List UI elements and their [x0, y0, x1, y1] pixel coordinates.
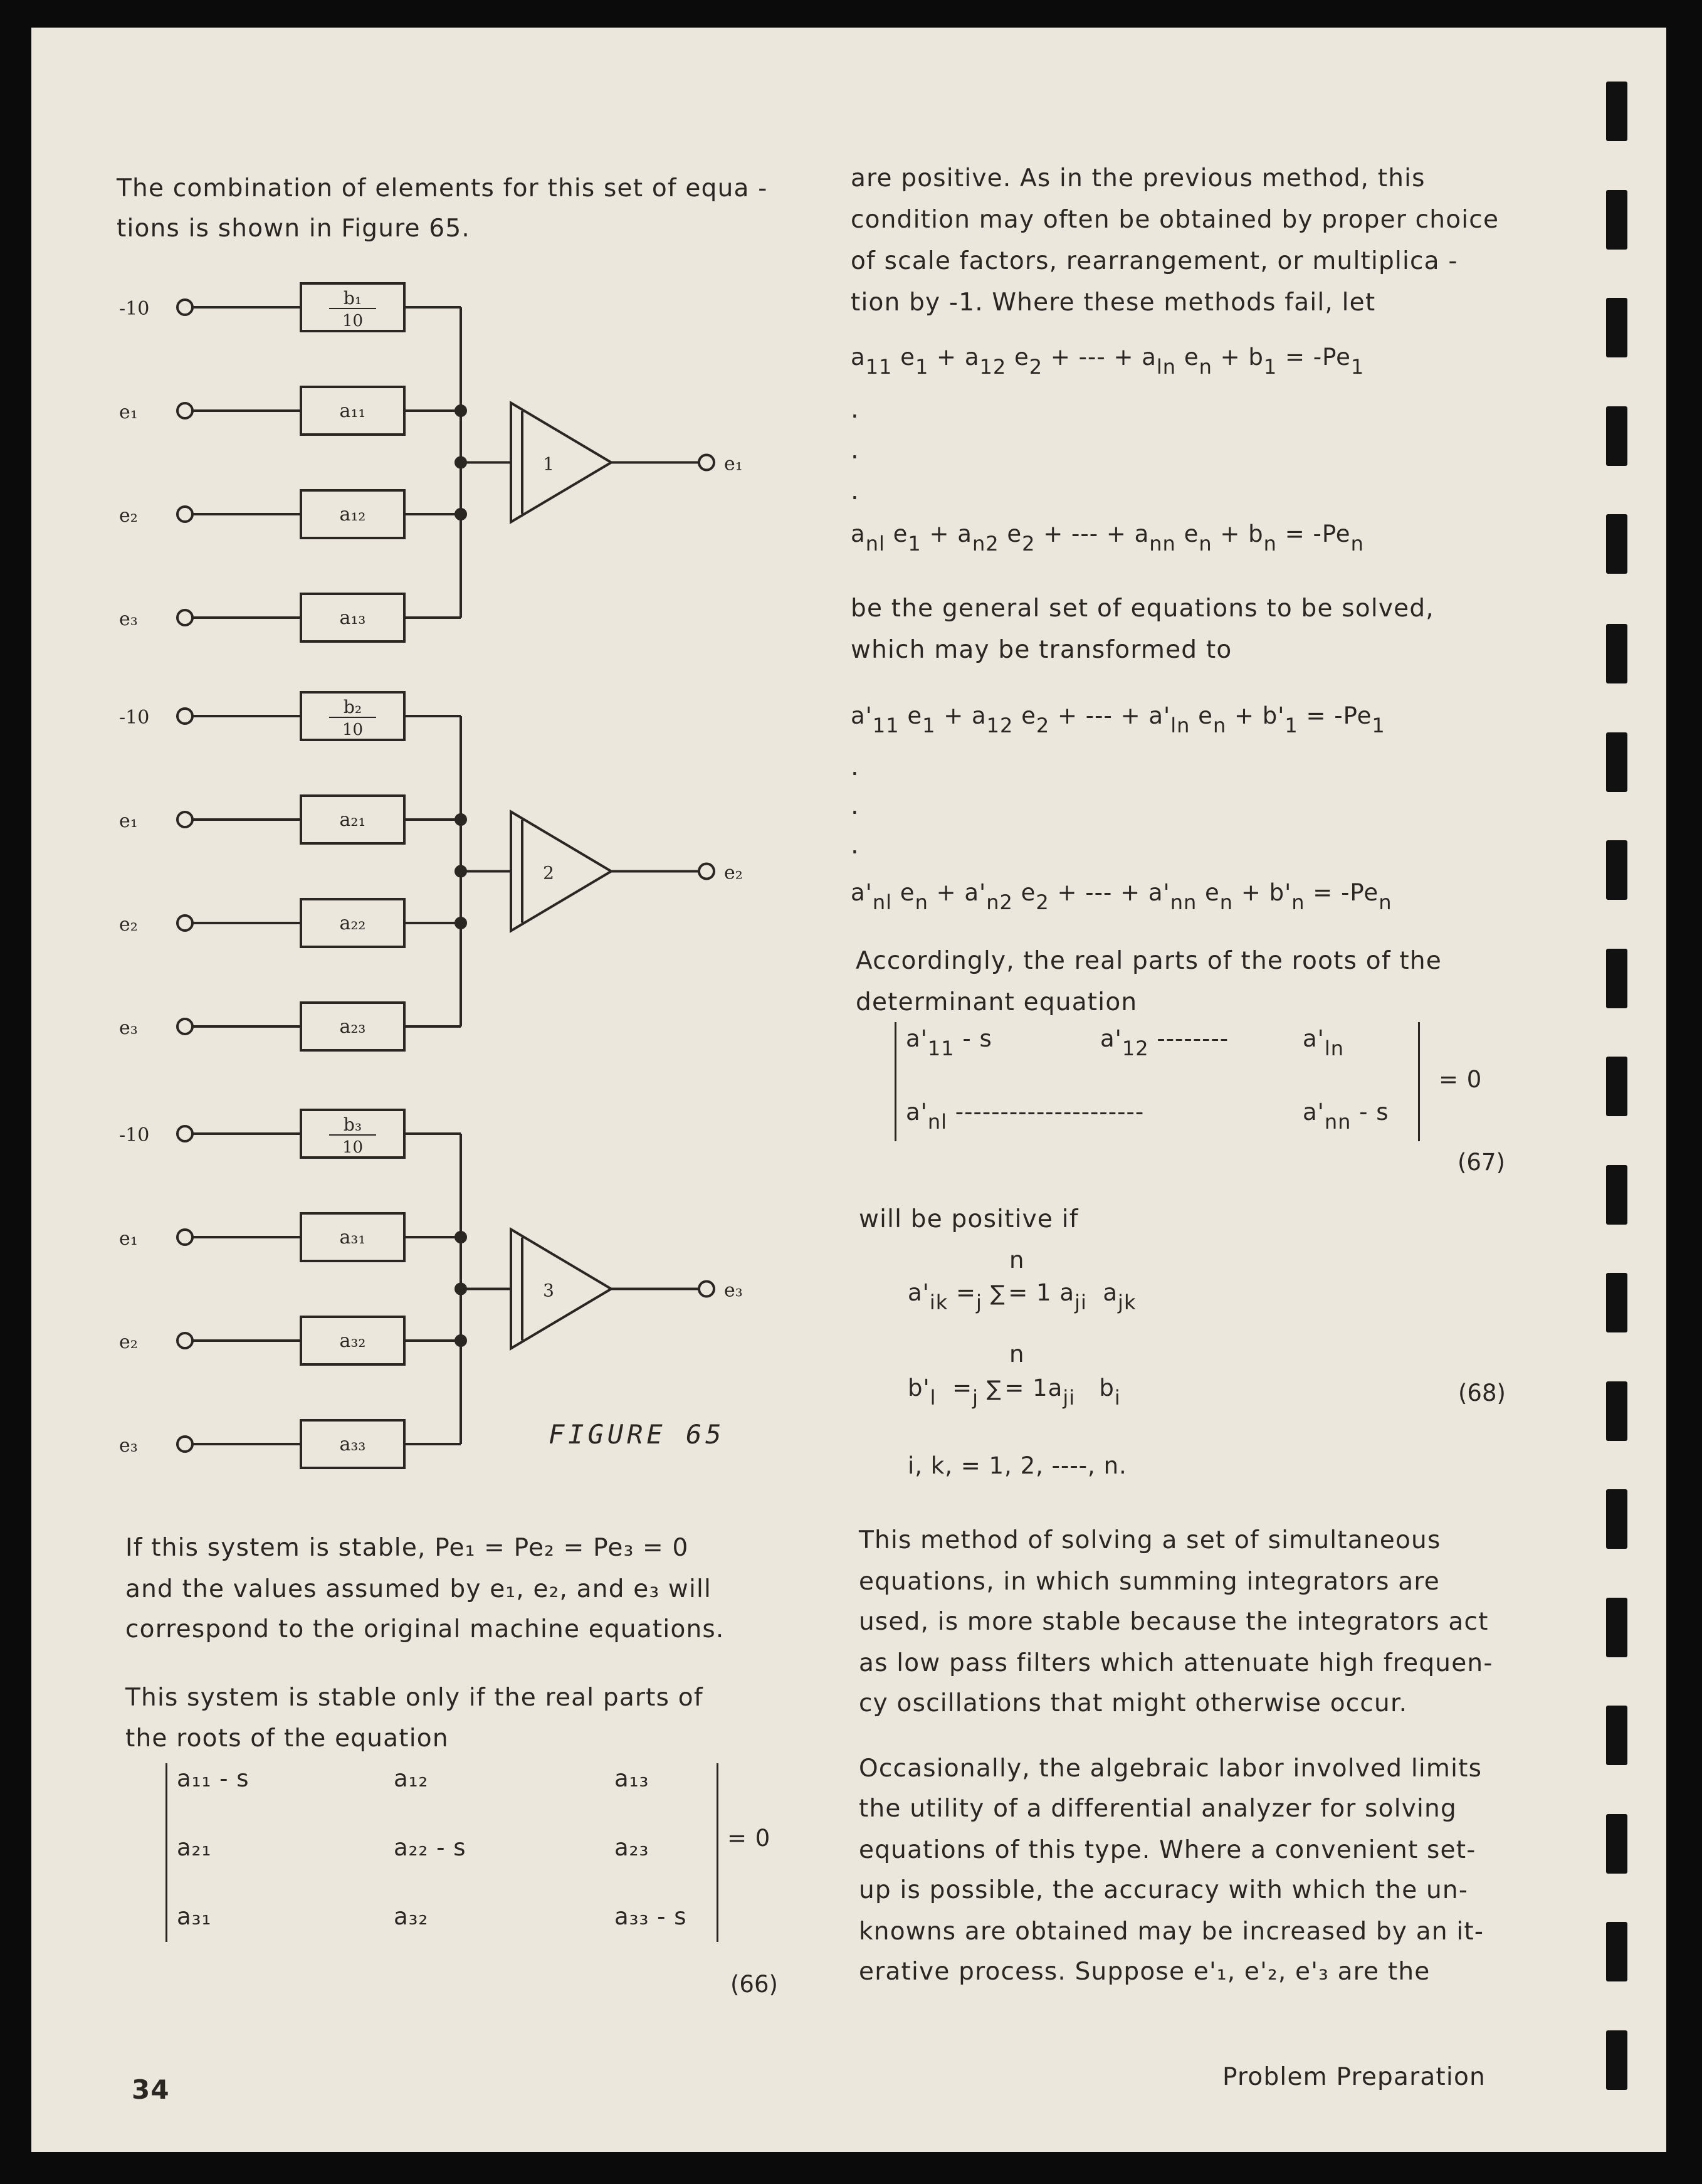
- amplifier-triangle: [511, 403, 611, 522]
- coefficient-label: a₂₂: [339, 912, 366, 934]
- occasionally-line-1: Occasionally, the algebraic labor involved limits: [859, 1754, 1483, 1783]
- ellipsis-dot: .: [851, 791, 859, 820]
- stability-line-2: and the values assumed by e₁, e₂, and e₃ will: [125, 1575, 712, 1603]
- eq68-line1-limit: n: [1009, 1247, 1025, 1274]
- para1-line-2: condition may often be obtained by proper choice: [851, 206, 1500, 234]
- input-label: e₁: [119, 401, 138, 423]
- accordingly-line-1: Accordingly, the real parts of the roots of the: [856, 947, 1442, 975]
- input-label: -10: [119, 707, 150, 729]
- binder-hole: [1606, 1381, 1627, 1441]
- amplifier-triangle: [511, 812, 611, 931]
- binder-hole: [1606, 1706, 1627, 1765]
- det66-left-bar: [165, 1763, 167, 1942]
- figure-65-diagram: [119, 263, 809, 1480]
- junction-dot: [456, 509, 466, 519]
- ellipsis-dot: .: [851, 752, 859, 781]
- input-label: e₃: [119, 608, 138, 630]
- occasionally-line-4: up is possible, the accuracy with which the un-: [859, 1876, 1469, 1904]
- input-label: e₃: [119, 1017, 138, 1039]
- binder-hole: [1606, 514, 1627, 574]
- input-terminal: [177, 1333, 192, 1348]
- junction-dot: [456, 815, 466, 825]
- stable-only-line-1: This system is stable only if the real parts of: [125, 1684, 703, 1712]
- junction-dot: [456, 406, 466, 416]
- ellipsis-dot: .: [851, 831, 859, 860]
- coefficient-label: b₂: [343, 697, 362, 717]
- method-line-1: This method of solving a set of simultaneous: [859, 1526, 1441, 1554]
- para1-line-3: of scale factors, rearrangement, or multiplica -: [851, 247, 1458, 275]
- det66-equals-zero: = 0: [727, 1825, 771, 1852]
- intro-line-1: The combination of elements for this set of equa -: [117, 174, 768, 203]
- junction-dot: [456, 918, 466, 928]
- det67-row1: $a'_{11}$ - s: [906, 1025, 992, 1060]
- amplifier-number: 3: [543, 1280, 554, 1301]
- det67-equals-zero: = 0: [1439, 1066, 1483, 1093]
- input-terminal: [177, 812, 192, 827]
- det66-a31: a₃₁: [177, 1903, 212, 1930]
- coefficient-label: a₂₃: [339, 1016, 366, 1038]
- equation-number-68: (68): [1458, 1380, 1506, 1406]
- input-terminal: [177, 1019, 192, 1034]
- input-label: e₃: [119, 1435, 138, 1457]
- input-terminal: [177, 1126, 192, 1141]
- occasionally-line-2: the utility of a differential analyzer for solving: [859, 1795, 1457, 1823]
- coefficient-label: a₂₁: [339, 809, 366, 831]
- occasionally-line-3: equations of this type. Where a convenient set-: [859, 1836, 1476, 1864]
- amplifier-number: 1: [543, 453, 554, 475]
- occasionally-line-6: erative process. Suppose e'₁, e'₂, e'₃ are the: [859, 1958, 1431, 1986]
- det67-row1-col3: $a'_{ln}$: [1303, 1025, 1345, 1060]
- coefficient-label: a₁₂: [339, 504, 366, 525]
- det66-right-bar: [717, 1763, 718, 1942]
- occasionally-line-5: knowns are obtained may be increased by an it-: [859, 1918, 1484, 1946]
- output-label: e₂: [724, 862, 743, 884]
- binder-hole: [1606, 2030, 1627, 2090]
- input-label: e₂: [119, 914, 138, 936]
- input-terminal: [177, 1437, 192, 1452]
- det66-a21: a₂₁: [177, 1834, 212, 1861]
- binder-hole: [1606, 1598, 1627, 1657]
- accordingly-line-2: determinant equation: [856, 988, 1138, 1016]
- det66-a22: a₂₂ - s: [394, 1834, 466, 1861]
- positive-if: will be positive if: [859, 1205, 1079, 1233]
- binder-hole: [1606, 732, 1627, 792]
- input-terminal: [177, 709, 192, 724]
- binder-hole: [1606, 1922, 1627, 1981]
- binder-hole: [1606, 1489, 1627, 1549]
- binder-hole: [1606, 1814, 1627, 1874]
- coefficient-label: a₃₃: [339, 1433, 366, 1455]
- method-line-4: as low pass filters which attenuate high frequen-: [859, 1649, 1493, 1677]
- coefficient-label: a₁₁: [339, 400, 366, 422]
- amplifier-number: 2: [543, 862, 554, 884]
- general-eq-last: $a_{nl}$ $e_1 + a_{n2}$ $e_2$ + --- + $a_{nn}$ $e_n + b_n = -Pe_n$: [851, 520, 1364, 556]
- general-text-line-2: which may be transformed to: [851, 636, 1232, 664]
- binder-hole: [1606, 1273, 1627, 1332]
- output-terminal: [699, 455, 714, 470]
- junction-dot: [456, 1336, 466, 1346]
- section-title: Problem Preparation: [1222, 2063, 1486, 2091]
- eq68-line2-limit: n: [1009, 1341, 1025, 1368]
- stability-line-1: If this system is stable, Pe₁ = Pe₂ = Pe₃ = 0: [125, 1534, 689, 1562]
- input-label: -10: [119, 1124, 150, 1146]
- transformed-eq-last: $a'_{nl}$ $e_n + a'_{n2}$ $e_2$ + --- + $a'_{nn}$ $e_n + b'_n = -Pe_n$: [851, 879, 1392, 914]
- method-line-5: cy oscillations that might otherwise occur.: [859, 1689, 1408, 1717]
- binder-hole: [1606, 840, 1627, 900]
- coefficient-label: 10: [342, 720, 364, 739]
- input-label: e₁: [119, 810, 138, 832]
- coefficient-label: b₃: [343, 1114, 362, 1135]
- method-line-2: equations, in which summing integrators are: [859, 1568, 1440, 1596]
- general-eq-first: $a_{11}$ $e_1 + a_{12}$ $e_2$ + --- + $a_{ln}$ $e_n + b_1 = -Pe_1$: [851, 344, 1365, 379]
- det66-a23: a₂₃: [614, 1834, 649, 1861]
- ellipsis-dot: .: [851, 395, 859, 424]
- ellipsis-dot: .: [851, 477, 859, 505]
- ellipsis-dot: .: [851, 436, 859, 465]
- coefficient-label: a₃₂: [339, 1330, 366, 1352]
- input-terminal: [177, 300, 192, 315]
- binder-hole: [1606, 298, 1627, 357]
- output-label: e₁: [724, 453, 743, 475]
- det66-a13: a₁₃: [614, 1765, 649, 1792]
- input-terminal: [177, 507, 192, 522]
- det67-left-bar: [895, 1022, 896, 1141]
- transformed-eq-first: $a'_{11}$ $e_1 + a_{12}$ $e_2$ + --- + $a'_{ln}$ $e_n + b'_1 = -Pe_1$: [851, 702, 1385, 737]
- para1-line-4: tion by -1. Where these methods fail, let: [851, 288, 1376, 317]
- stability-line-3: correspond to the original machine equations.: [125, 1615, 725, 1643]
- binder-hole: [1606, 82, 1627, 141]
- output-terminal: [699, 1282, 714, 1297]
- det67-right-bar: [1418, 1022, 1420, 1141]
- input-terminal: [177, 610, 192, 625]
- page-number: 34: [132, 2074, 170, 2105]
- input-label: -10: [119, 298, 150, 320]
- binder-hole: [1606, 624, 1627, 683]
- output-terminal: [699, 864, 714, 879]
- eq68-indices: i, k, = 1, 2, ----, n.: [908, 1452, 1127, 1479]
- input-terminal: [177, 403, 192, 418]
- para1-line-1: are positive. As in the previous method, this: [851, 164, 1426, 193]
- det66-a32: a₃₂: [394, 1903, 429, 1930]
- det67-row1-col2: $a'_{12}$ --------: [1100, 1025, 1229, 1060]
- coefficient-label: a₁₃: [339, 607, 366, 629]
- eq68-line2: $b'_l =_j$ ∑ = $1a_{ji}$ $b_i$: [908, 1374, 1121, 1410]
- det67-row2: $a'_{nl}$ ---------------------: [906, 1099, 1145, 1134]
- det66-a12: a₁₂: [394, 1765, 429, 1792]
- input-terminal: [177, 915, 192, 931]
- stable-only-line-2: the roots of the equation: [125, 1724, 449, 1753]
- coefficient-label: 10: [342, 312, 364, 330]
- det66-a33: a₃₃ - s: [614, 1903, 687, 1930]
- binder-hole: [1606, 406, 1627, 466]
- method-line-3: used, is more stable because the integrators act: [859, 1608, 1489, 1636]
- input-label: e₁: [119, 1228, 138, 1250]
- output-label: e₃: [724, 1279, 743, 1302]
- figure-caption: FIGURE 65: [549, 1419, 725, 1450]
- eq68-line1: $a'_{ik} =_j$ ∑ = 1 $a_{ji}$ $a_{jk}$: [908, 1279, 1137, 1314]
- det66-a11: a₁₁ - s: [177, 1765, 250, 1792]
- junction-dot: [456, 1232, 466, 1242]
- coefficient-label: 10: [342, 1138, 364, 1157]
- coefficient-label: b₁: [343, 288, 362, 309]
- input-label: e₂: [119, 505, 138, 527]
- binder-hole: [1606, 190, 1627, 250]
- general-text-line-1: be the general set of equations to be solved,: [851, 594, 1434, 623]
- equation-number-67: (67): [1458, 1149, 1505, 1176]
- det67-row2-col3: $a'_{nn}$ - s: [1303, 1099, 1389, 1134]
- binder-hole: [1606, 1165, 1627, 1225]
- amplifier-triangle: [511, 1230, 611, 1349]
- coefficient-label: a₃₁: [339, 1227, 366, 1248]
- equation-number-66: (66): [730, 1971, 778, 1998]
- intro-line-2: tions is shown in Figure 65.: [117, 214, 470, 243]
- binder-hole: [1606, 1057, 1627, 1116]
- binder-hole: [1606, 949, 1627, 1008]
- input-label: e₂: [119, 1331, 138, 1353]
- input-terminal: [177, 1230, 192, 1245]
